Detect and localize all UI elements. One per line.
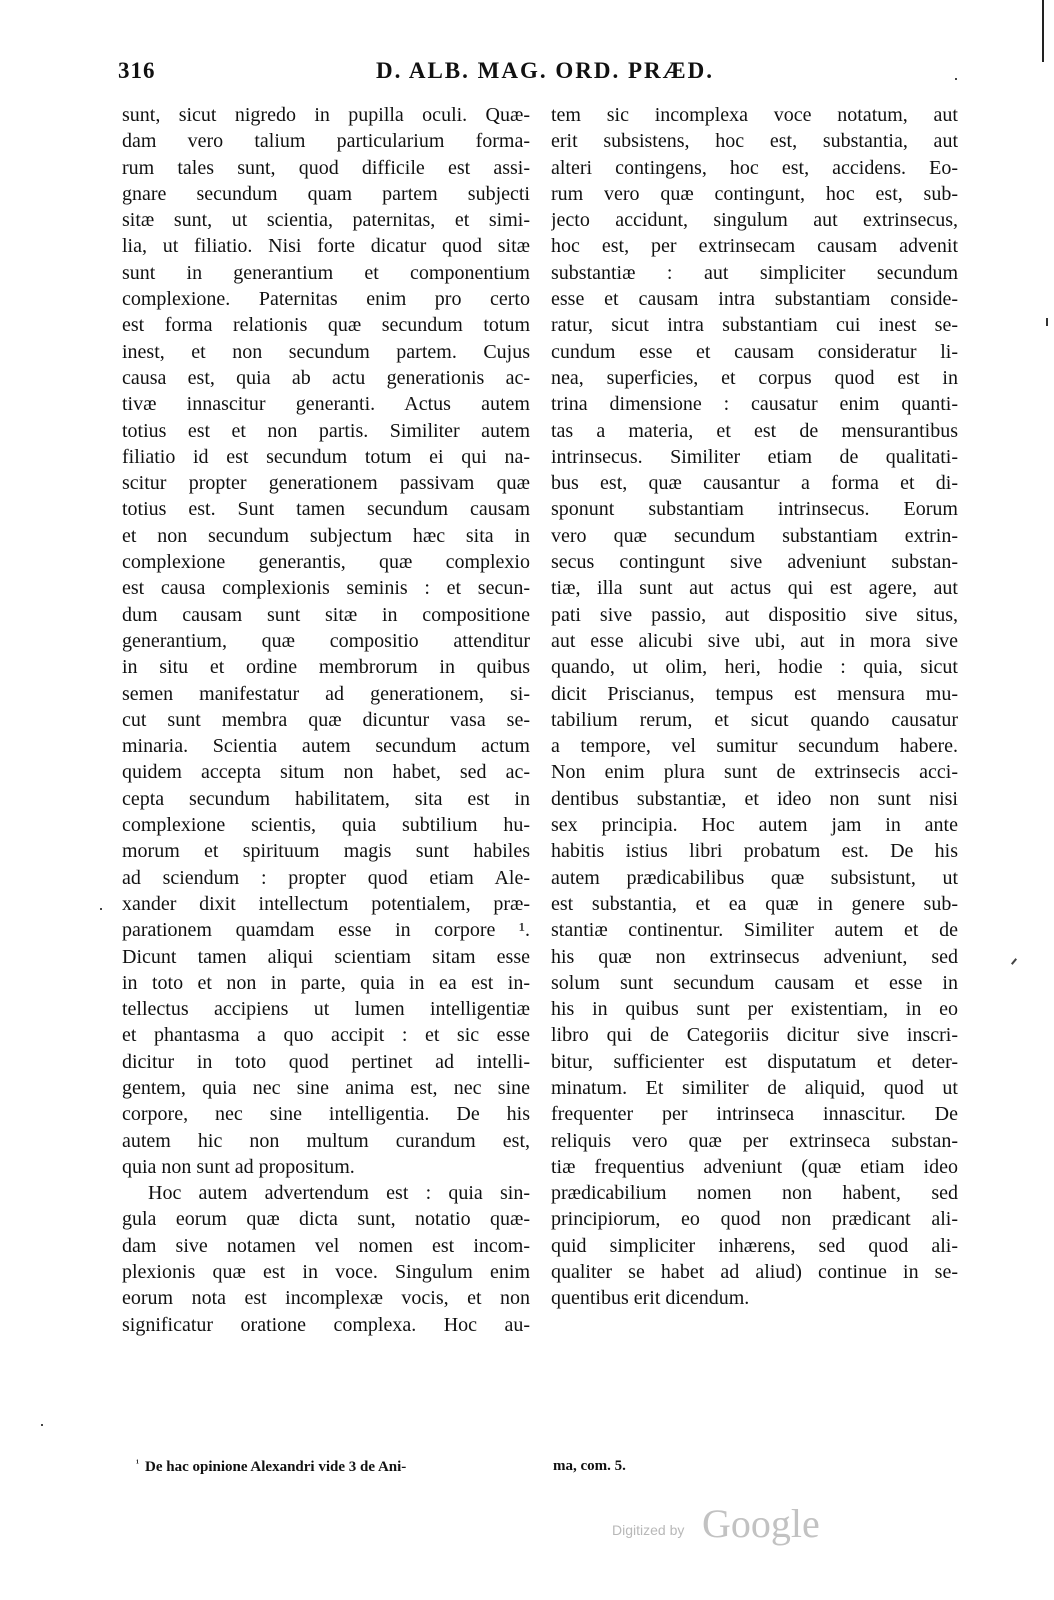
text-line: sunt in generantium et componentium <box>122 261 530 284</box>
text-line: complexione generantis, quæ complexio <box>122 551 530 574</box>
text-line: erit subsistens, hoc est, substantia, aut <box>551 130 958 153</box>
running-title: D. ALB. MAG. ORD. PRÆD. <box>376 58 714 83</box>
text-line: est forma relationis quæ secundum totum <box>122 314 530 337</box>
text-line: tas a materia, et est de mensurantibus <box>551 419 958 442</box>
text-line: semen manifestatur ad generationem, si- <box>122 682 530 705</box>
text-line: secus contingunt sive adveniunt substan- <box>551 551 958 574</box>
text-line: in toto et non in parte, quia in ea est in- <box>122 971 530 994</box>
scan-mark <box>1046 318 1048 326</box>
text-line: cut sunt membra quæ dicuntur vasa se- <box>122 708 530 731</box>
text-line: trina dimensione : causatur enim quanti- <box>551 393 958 416</box>
text-line: sponunt substantiam intrinsecus. Eorum <box>551 498 958 521</box>
text-line: dum causam sunt sitæ in compositione <box>122 603 530 626</box>
text-line: dentibus substantiæ, et ideo non sunt nisi <box>551 787 958 810</box>
text-line: gnare secundum quam partem subjecti <box>122 182 530 205</box>
text-line: autem prædicabilibus quæ subsistunt, ut <box>551 866 958 889</box>
text-line: hoc est, per extrinsecam causam advenit <box>551 235 958 258</box>
text-line: inest, et non secundum partem. Cujus <box>122 340 530 363</box>
footnote-left <box>136 1458 406 1476</box>
text-line: aut esse alicubi sive ubi, aut in mora sive <box>551 629 958 652</box>
text-line: eorum nota est incomplexæ vocis, et non <box>122 1287 530 1310</box>
text-line: sitæ sunt, ut scientia, paternitas, et simi- <box>122 209 530 232</box>
text-line: totius est et non partis. Similiter autem <box>122 419 530 442</box>
text-line: lia, ut filiatio. Nisi forte dicatur quod sitæ <box>122 235 530 258</box>
text-line: et phantasma a quo accipit : et sic esse <box>122 1024 530 1047</box>
text-line: principiorum, eo quod non prædicant ali- <box>551 1208 958 1231</box>
text-line: rum vero quæ contingunt, hoc est, sub- <box>551 182 958 205</box>
text-line: prædicabilium nomen non habent, sed <box>551 1182 958 1205</box>
text-line: solum sunt secundum causam et esse in <box>551 971 958 994</box>
text-line: quidem accepta situm non habet, sed ac- <box>122 761 530 784</box>
text-line: quia non sunt ad propositum. <box>122 1155 355 1178</box>
text-line: reliquis vero quæ per extrinseca substan- <box>551 1129 958 1152</box>
text-line: corpore, nec sine intelligentia. De his <box>122 1103 530 1126</box>
text-line: substantiæ : aut simpliciter secundum <box>551 261 958 284</box>
text-line: nea, superficies, et corpus quod est in <box>551 366 958 389</box>
scan-speck <box>41 1424 43 1426</box>
text-line: complexione. Paternitas enim pro certo <box>122 288 530 311</box>
text-line: morum et spirituum magis sunt habiles <box>122 840 530 863</box>
text-line: bitur, sufficienter est disputatum et deter- <box>551 1050 958 1073</box>
text-line: esse et causam intra substantiam conside- <box>551 288 958 311</box>
text-line: tiæ, illa sunt aut actus qui est agere, aut <box>551 577 958 600</box>
text-line: bus est, quæ causantur a forma et di- <box>551 472 958 495</box>
text-line: xander dixit intellectum potentialem, præ- <box>122 892 530 915</box>
text-line: in situ et ordine membrorum in quibus <box>122 656 530 679</box>
text-line: his quæ non extrinsecus adveniunt, sed <box>551 945 958 968</box>
text-line: dam vero talium particularium forma- <box>122 130 530 153</box>
text-line: est causa complexionis seminis : et secun- <box>122 577 530 600</box>
text-line: sunt, sicut nigredo in pupilla oculi. Quæ- <box>122 104 530 126</box>
text-line: Non enim plura sunt de extrinsecis acci- <box>551 761 958 784</box>
text-line: autem hic non multum curandum est, <box>122 1129 530 1152</box>
text-line: causa est, quia ab actu generationis ac- <box>122 366 530 389</box>
text-line: tellectus accipiens ut lumen intelligentiæ <box>122 998 530 1021</box>
scan-speck <box>1011 958 1017 965</box>
text-line: est substantia, et ea quæ in genere sub- <box>551 892 958 915</box>
text-line: quando, ut olim, heri, hodie : quia, sicut <box>551 656 958 679</box>
footnote-text-right: ma, com. 5. <box>553 1458 626 1474</box>
text-line: parationem quamdam esse in corpore ¹. <box>122 919 530 942</box>
text-line: jecto accidunt, singulum aut extrinsecus, <box>551 209 958 232</box>
text-line: gula eorum quæ dicta sunt, notatio quæ- <box>122 1208 530 1231</box>
text-line: gentem, quia nec sine anima est, nec sine <box>122 1076 530 1099</box>
text-line: tivæ innascitur generanti. Actus autem <box>122 393 530 416</box>
text-line: quentibus erit dicendum. <box>551 1287 750 1310</box>
text-line: tabilium rerum, et sicut quando causatur <box>551 708 958 731</box>
right-text-column <box>551 102 958 1312</box>
text-line: a tempore, vel sumitur secundum habere. <box>551 735 958 758</box>
text-line: scitur propter generationem passivam quæ <box>122 472 530 495</box>
text-line: habitis istius libri probatum est. De his <box>551 840 958 863</box>
text-line: minatum. Et similiter de aliquid, quod ut <box>551 1076 958 1099</box>
text-line: tiæ frequentius adveniunt (quæ etiam ideo <box>551 1155 958 1178</box>
text-line: alteri contingens, hoc est, accidens. Eo- <box>551 156 958 179</box>
text-line: significatur oratione complexa. Hoc au- <box>122 1313 530 1336</box>
text-line: plexionis quæ est in voce. Singulum enim <box>122 1261 530 1284</box>
footnote-right <box>553 1458 626 1475</box>
digitization-watermark <box>612 1500 852 1550</box>
watermark-logo: Google <box>702 1501 820 1546</box>
footnote-marker: ¹ <box>136 1458 139 1469</box>
text-line: complexione scientis, quia subtilium hu- <box>122 814 530 837</box>
scan-edge-line <box>1042 0 1044 62</box>
scan-speck <box>100 908 102 910</box>
text-line: stantiæ continentur. Similiter autem et de <box>551 919 958 942</box>
text-line: his in quibus sunt per existentiam, in eo <box>551 998 958 1021</box>
text-line: cundum esse et causam consideratur li- <box>551 340 958 363</box>
watermark-caption: Digitized by <box>612 1522 685 1538</box>
text-line: minaria. Scientia autem secundum actum <box>122 735 530 758</box>
text-line: sex principia. Hoc autem jam in ante <box>551 814 958 837</box>
text-line: qualiter se habet ad aliud) continue in se- <box>551 1261 958 1284</box>
text-line: rum tales sunt, quod difficile est assi- <box>122 156 530 179</box>
text-line: intrinsecus. Similiter etiam de qualitati- <box>551 445 958 468</box>
page-number: 316 <box>118 58 156 83</box>
text-line: dam sive notamen vel nomen est incom- <box>122 1234 530 1257</box>
text-line: libro qui de Categoriis dicitur sive inscri- <box>551 1024 958 1047</box>
text-line: ad sciendum : propter quod etiam Ale- <box>122 866 530 889</box>
text-line: cepta secundum habilitatem, sita est in <box>122 787 530 810</box>
text-line: quid simpliciter inhærens, sed quod ali- <box>551 1234 958 1257</box>
running-header <box>118 58 958 98</box>
text-line: filiatio id est secundum totum ei qui na- <box>122 445 530 468</box>
text-line: dicit Priscianus, tempus est mensura mu- <box>551 682 958 705</box>
text-line: tem sic incomplexa voce notatum, aut <box>551 104 958 126</box>
text-line: Dicunt tamen aliqui scientiam sitam esse <box>122 945 530 968</box>
text-line: et non secundum subjectum hæc sita in <box>122 524 530 547</box>
text-line: vero quæ secundum substantiam extrin- <box>551 524 958 547</box>
text-line: Hoc autem advertendum est : quia sin- <box>148 1182 530 1205</box>
text-line: pati sive passio, aut dispositio sive situs, <box>551 603 958 626</box>
text-line: totius est. Sunt tamen secundum causam <box>122 498 530 521</box>
text-line: frequenter per intrinseca innascitur. De <box>551 1103 958 1126</box>
text-line: dicitur in toto quod pertinet ad intelli- <box>122 1050 530 1073</box>
text-line: generantium, quæ compositio attenditur <box>122 629 530 652</box>
left-text-column <box>122 102 530 1338</box>
text-line: ratur, sicut intra substantiam cui inest se- <box>551 314 958 337</box>
footnote-text-left: De hac opinione Alexandri vide 3 de Ani- <box>145 1459 407 1475</box>
